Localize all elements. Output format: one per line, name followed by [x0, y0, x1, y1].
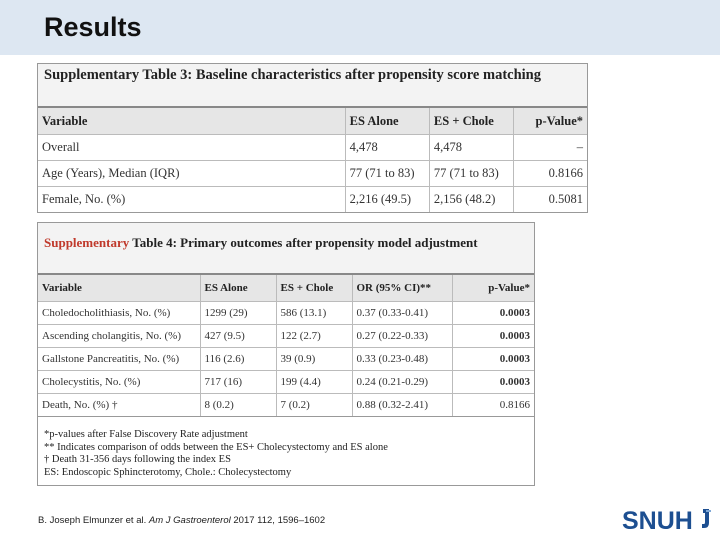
footnote: ** Indicates comparison of odds between the ES+ Cholecystectomy and ES alone [44, 441, 388, 453]
table-row [38, 394, 534, 417]
logo-mark-icon [700, 508, 712, 530]
table4-cell: 0.33 (0.23-0.48) [352, 348, 452, 371]
snuh-logo [622, 505, 712, 537]
table4-cell: 427 (9.5) [200, 325, 276, 348]
table3-header-variable: Variable [38, 107, 345, 135]
table-row [38, 187, 587, 213]
table3-cell: 4,478 [345, 135, 429, 161]
table4-title [38, 223, 534, 273]
table4-cell: 0.37 (0.33-0.41) [352, 302, 452, 325]
table3-cell: 0.8166 [514, 161, 587, 187]
footnote: ES: Endoscopic Sphincterotomy, Chole.: Cholecystectomy [44, 466, 292, 478]
table4-header-variable: Variable [38, 274, 200, 302]
table4-cell: 7 (0.2) [276, 394, 352, 417]
table4-cell: 1299 (29) [200, 302, 276, 325]
table4-cell: Choledocholithiasis, No. (%) [38, 302, 200, 325]
table3-header-row [38, 107, 587, 135]
table4-cell: 39 (0.9) [276, 348, 352, 371]
table4-cell: 199 (4.4) [276, 371, 352, 394]
table4-header-es-chole: ES + Chole [276, 274, 352, 302]
footnote: † Death 31-356 days following the index ES [44, 454, 231, 465]
table-row [38, 135, 587, 161]
citation-authors: B. Joseph Elmunzer et al. [38, 515, 147, 526]
table4-cell: 0.24 (0.21-0.29) [352, 371, 452, 394]
table3-cell: 77 (71 to 83) [345, 161, 429, 187]
supplementary-table-3 [37, 63, 588, 213]
table4-cell: 717 (16) [200, 371, 276, 394]
table4-header-row [38, 274, 534, 302]
table-row [38, 348, 534, 371]
table3-cell: Female, No. (%) [38, 187, 345, 213]
table3-cell: 2,216 (49.5) [345, 187, 429, 213]
table4-cell: 8 (0.2) [200, 394, 276, 417]
table4-cell: 0.27 (0.22-0.33) [352, 325, 452, 348]
table4-cell: 0.8166 [452, 394, 534, 417]
table4-cell: 0.0003 [452, 302, 534, 325]
table3-cell: Age (Years), Median (IQR) [38, 161, 345, 187]
table3-grid [38, 106, 587, 212]
table3-cell: 77 (71 to 83) [429, 161, 513, 187]
table3-cell: Overall [38, 135, 345, 161]
table4-footnotes [38, 416, 534, 479]
table3-cell: 4,478 [429, 135, 513, 161]
table4-grid [38, 273, 534, 416]
citation-details: 2017 112, 1596–1602 [233, 515, 326, 526]
table4-title-rest: Table 4: Primary outcomes after propensity model adjustment [129, 235, 478, 250]
table-row [38, 302, 534, 325]
footnote: *p-values after False Discovery Rate adjustment [44, 429, 248, 440]
slide-title: Results [44, 12, 142, 42]
table3-header-es-alone: ES Alone [345, 107, 429, 135]
table4-cell: Cholecystitis, No. (%) [38, 371, 200, 394]
citation-journal: Am J Gastroenterol [148, 515, 231, 526]
table4-header-or: OR (95% CI)** [352, 274, 452, 302]
table-row [38, 371, 534, 394]
table4-cell: 116 (2.6) [200, 348, 276, 371]
table4-cell: 0.0003 [452, 348, 534, 371]
citation [38, 515, 325, 526]
table4-cell: 0.0003 [452, 371, 534, 394]
table4-header-p-value: p-Value* [452, 274, 534, 302]
table4-cell: 122 (2.7) [276, 325, 352, 348]
table4-title-highlight: Supplementary [44, 235, 130, 250]
table3-header-p-value: p-Value* [514, 107, 587, 135]
logo-text: SNUH [622, 507, 693, 535]
table3-cell: 0.5081 [514, 187, 587, 213]
table4-cell: 0.88 (0.32-2.41) [352, 394, 452, 417]
table3-cell: 2,156 (48.2) [429, 187, 513, 213]
table-row [38, 325, 534, 348]
supplementary-table-4 [37, 222, 535, 486]
table4-cell: 586 (13.1) [276, 302, 352, 325]
table4-cell: 0.0003 [452, 325, 534, 348]
table-row [38, 161, 587, 187]
table4-cell: Gallstone Pancreatitis, No. (%) [38, 348, 200, 371]
table4-cell: Death, No. (%) † [38, 394, 200, 417]
table4-header-es-alone: ES Alone [200, 274, 276, 302]
table4-cell: Ascending cholangitis, No. (%) [38, 325, 200, 348]
table3-header-es-chole: ES + Chole [429, 107, 513, 135]
table3-cell: – [514, 135, 587, 161]
table3-title: Supplementary Table 3: Baseline characteristics after propensity score matching [38, 64, 587, 106]
